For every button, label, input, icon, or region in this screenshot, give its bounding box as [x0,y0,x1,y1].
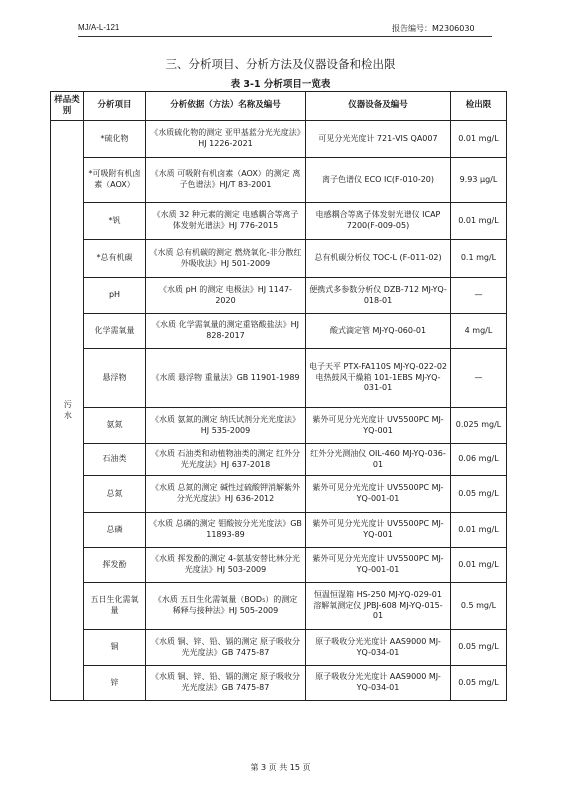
method-cell: 《水质 总磷的测定 钼酸铵分光光度法》GB 11893-89 [146,513,306,548]
analysis-item-cell: 石油类 [84,444,146,476]
instrument-cell: 恒温恒湿箱 HS-250 MJ-YQ-029-01 溶解氧测定仪 JPBJ-608 MJ-YQ-015-01 [306,583,451,630]
analysis-item-cell: 化学需氧量 [84,314,146,349]
analysis-item-cell: pH [84,278,146,314]
detection-limit-cell: 4 mg/L [451,314,507,349]
method-cell: 《水质 可吸附有机卤素（AOX）的测定 离子色谱法》HJ/T 83-2001 [146,158,306,203]
header-limit: 检出限 [451,92,507,121]
method-cell: 《水质 氨氮的测定 纳氏试剂分光光度法》HJ 535-2009 [146,408,306,444]
detection-limit-cell: 0.025 mg/L [451,408,507,444]
analysis-item-cell: 锌 [84,666,146,701]
method-cell: 《水质 铜、锌、铅、镉的测定 原子吸收分光光度法》GB 7475-87 [146,666,306,701]
table-row [51,240,507,278]
method-cell: 《水质 总氮的测定 碱性过硫酸钾消解紫外分光光度法》HJ 636-2012 [146,476,306,513]
analysis-item-cell: *总有机碳 [84,240,146,278]
analysis-item-cell: 总磷 [84,513,146,548]
analysis-item-cell: 总氮 [84,476,146,513]
method-cell: 《水质 总有机碳的测定 燃烧氧化-非分散红外吸收法》HJ 501-2009 [146,240,306,278]
analysis-item-cell: 悬浮物 [84,349,146,408]
method-cell: 《水质 挥发酚的测定 4-氨基安替比林分光光度法》HJ 503-2009 [146,548,306,583]
analysis-item-cell: 铜 [84,630,146,666]
instrument-cell: 离子色谱仪 ECO IC(F-010-20) [306,158,451,203]
instrument-cell: 电子天平 PTX-FA110S MJ-YQ-022-02 电热鼓风干燥箱 101-1EBS MJ-YQ-031-01 [306,349,451,408]
sample-category-cell: 污水 [51,121,84,701]
method-cell: 《水质 五日生化需氧量（BOD₅）的测定 稀释与接种法》HJ 505-2009 [146,583,306,630]
method-cell: 《水质 化学需氧量的测定重铬酸盐法》HJ 828-2017 [146,314,306,349]
table-row [51,408,507,444]
method-cell: 《水质 32 种元素的测定 电感耦合等离子体发射光谱法》HJ 776-2015 [146,203,306,240]
table-row [51,349,507,408]
detection-limit-cell: 0.06 mg/L [451,444,507,476]
table-row [51,476,507,513]
detection-limit-cell: 0.5 mg/L [451,583,507,630]
detection-limit-cell: 0.05 mg/L [451,630,507,666]
table-row [51,666,507,701]
instrument-cell: 电感耦合等离子体发射光谱仪 ICAP 7200(F-009-05) [306,203,451,240]
analysis-items-table [50,91,507,701]
analysis-item-cell: *硫化物 [84,121,146,158]
table-row [51,444,507,476]
instrument-cell: 紫外可见分光光度计 UV5500PC MJ-YQ-001 [306,408,451,444]
table-header-row [51,92,507,121]
table-row [51,158,507,203]
instrument-cell: 紫外可见分光光度计 UV5500PC MJ-YQ-001-01 [306,476,451,513]
method-cell: 《水质 铜、锌、铅、镉的测定 原子吸收分光光度法》GB 7475-87 [146,630,306,666]
detection-limit-cell: 0.01 mg/L [451,548,507,583]
analysis-item-cell: 氨氮 [84,408,146,444]
table-row [51,548,507,583]
table-row [51,630,507,666]
method-cell: 《水质 pH 的测定 电极法》HJ 1147-2020 [146,278,306,314]
detection-limit-cell: 0.01 mg/L [451,121,507,158]
method-cell: 《水质 石油类和动植物油类的测定 红外分光光度法》HJ 637-2018 [146,444,306,476]
analysis-item-cell: *钒 [84,203,146,240]
header-item: 分析项目 [84,92,146,121]
header-category: 样品类别 [51,92,84,121]
instrument-cell: 便携式多参数分析仪 DZB-712 MJ-YQ-018-01 [306,278,451,314]
instrument-cell: 总有机碳分析仪 TOC-L (F-011-02) [306,240,451,278]
detection-limit-cell: 0.01 mg/L [451,513,507,548]
detection-limit-cell: — [451,278,507,314]
detection-limit-cell: 0.1 mg/L [451,240,507,278]
analysis-item-cell: 五日生化需氧量 [84,583,146,630]
instrument-cell: 原子吸收分光光度计 AAS9000 MJ-YQ-034-01 [306,630,451,666]
analysis-item-cell: *可吸附有机卤素（AOX） [84,158,146,203]
table-row [51,583,507,630]
instrument-cell: 酸式滴定管 MJ-YQ-060-01 [306,314,451,349]
analysis-item-cell: 挥发酚 [84,548,146,583]
detection-limit-cell: 0.01 mg/L [451,203,507,240]
page-footer: 第 3 页 共 15 页 [250,763,311,772]
header-divider [78,36,492,37]
table-title: 表 3-1 分析项目一览表 [230,79,331,90]
section-title: 三、分析项目、分析方法及仪器设备和检出限 [165,57,396,71]
detection-limit-cell: 0.05 mg/L [451,666,507,701]
table-row [51,513,507,548]
detection-limit-cell: 0.05 mg/L [451,476,507,513]
detection-limit-cell: — [451,349,507,408]
header-method: 分析依据（方法）名称及编号 [146,92,306,121]
table-row [51,121,507,158]
table-row [51,278,507,314]
document-code: MJ/A-L-121 [78,23,120,32]
instrument-cell: 紫外可见分光光度计 UV5500PC MJ-YQ-001-01 [306,548,451,583]
method-cell: 《水质硫化物的测定 亚甲基蓝分光光度法》HJ 1226-2021 [146,121,306,158]
instrument-cell: 紫外可见分光光度计 UV5500PC MJ-YQ-001 [306,513,451,548]
header-instrument: 仪器设备及编号 [306,92,451,121]
instrument-cell: 红外分光测油仪 OIL-460 MJ-YQ-036-01 [306,444,451,476]
instrument-cell: 可见分光光度计 721-VIS QA007 [306,121,451,158]
instrument-cell: 原子吸收分光光度计 AAS9000 MJ-YQ-034-01 [306,666,451,701]
table-body [51,121,507,701]
table-row [51,203,507,240]
detection-limit-cell: 9.93 μg/L [451,158,507,203]
method-cell: 《水质 悬浮物 重量法》GB 11901-1989 [146,349,306,408]
report-number: 报告编号：M2306030 [392,24,475,33]
table-row [51,314,507,349]
